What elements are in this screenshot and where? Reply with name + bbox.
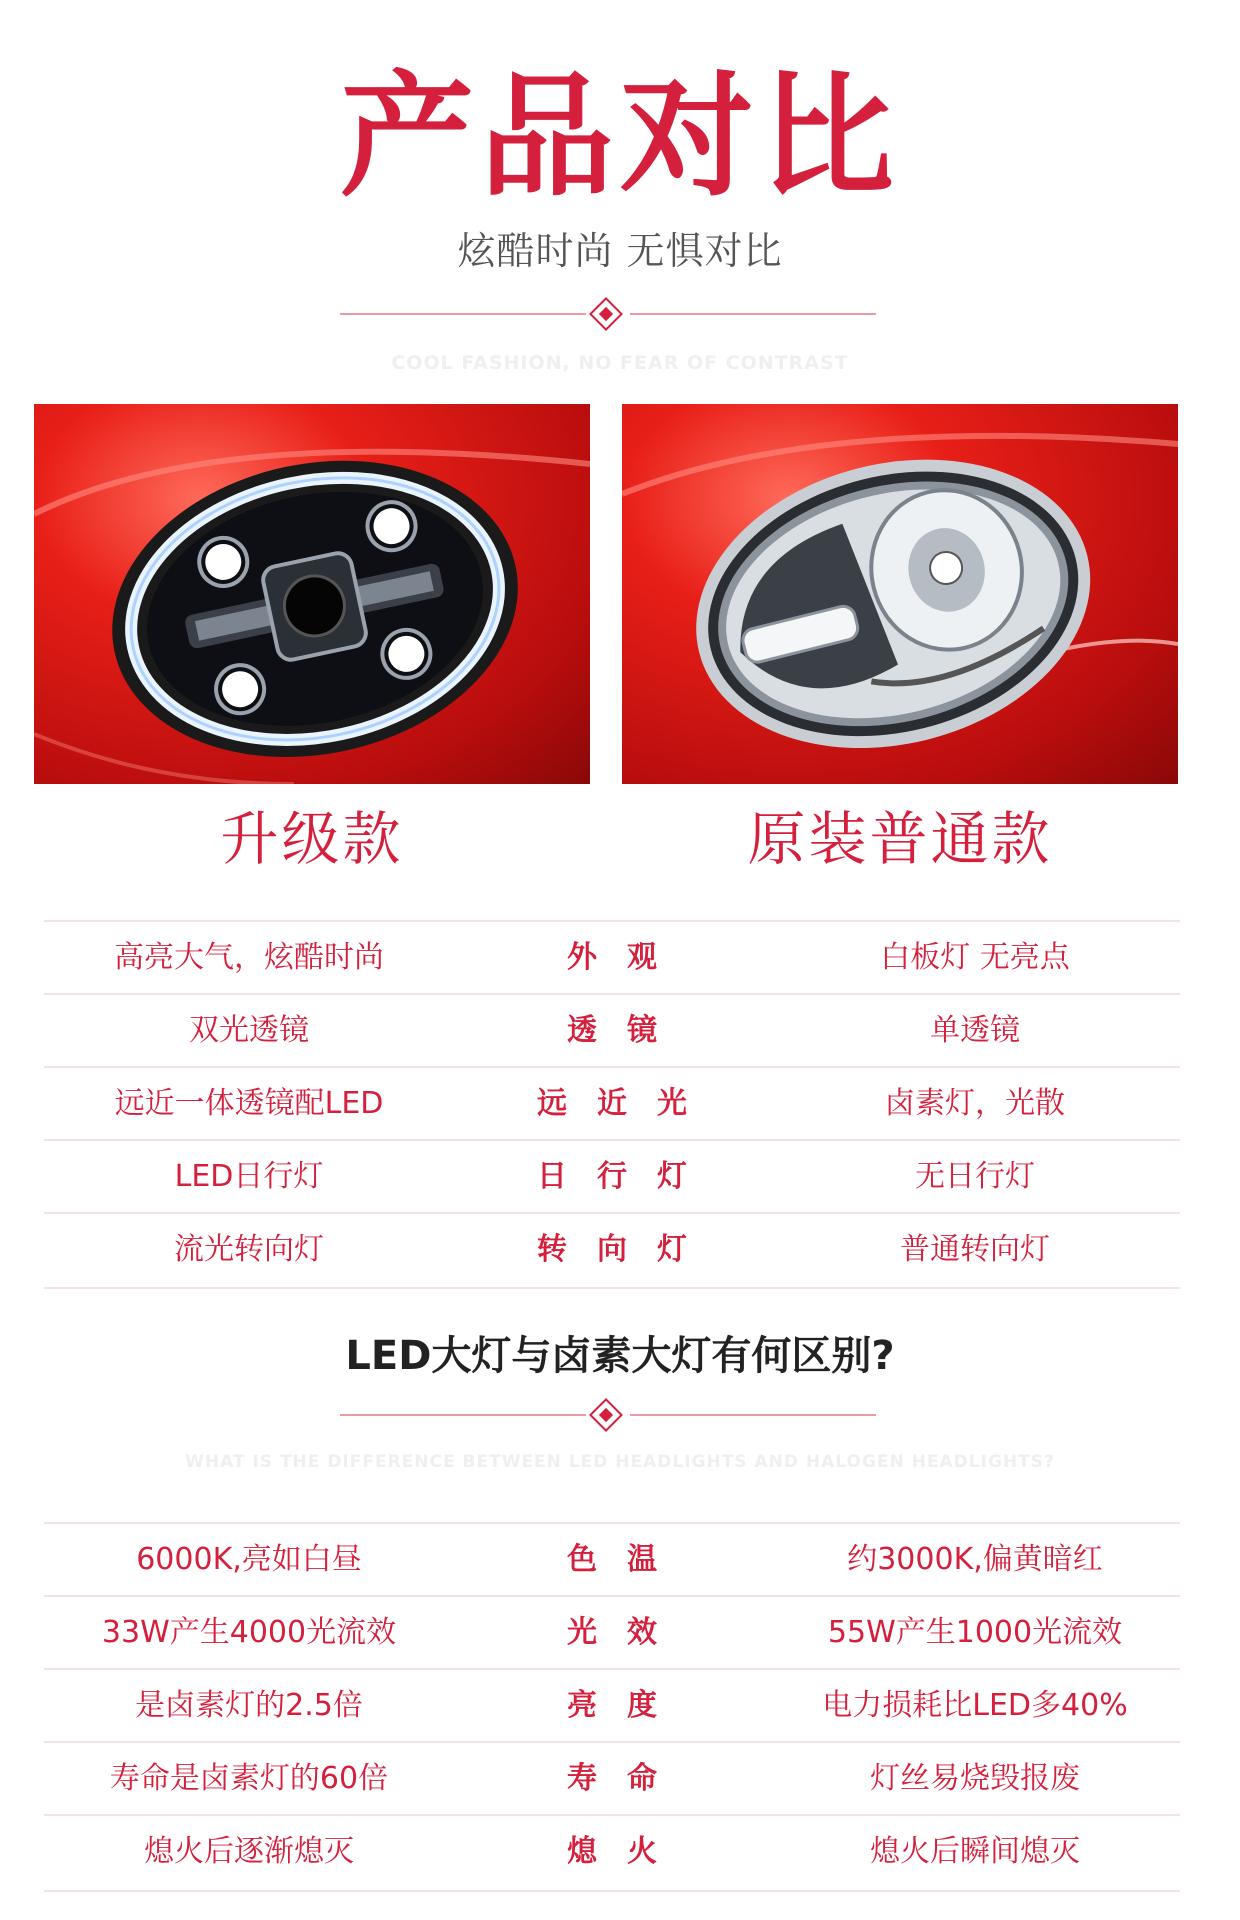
table-row [44,922,1180,995]
led-spec: 寿命是卤素灯的60倍 [109,1761,389,1796]
divider-left [340,1414,586,1416]
led-spec: 是卤素灯的2.5倍 [135,1688,363,1723]
halogen-spec: 55W产生1000光流效 [827,1615,1123,1650]
upgraded-feature: 双光透镜 [189,1013,309,1048]
feature-category: 透 镜 [567,1013,657,1048]
english-caption: WHAT IS THE DIFFERENCE BETWEEN LED HEADLIGHTS AND HALOGEN HEADLIGHTS? [185,1452,1055,1472]
diamond-ornament-icon [589,297,623,331]
upgraded-feature: 流光转向灯 [174,1232,324,1267]
halogen-spec: 电力损耗比LED多40% [822,1688,1128,1723]
upgraded-feature: 远近一体透镜配LED [114,1086,384,1121]
diamond-ornament-icon [589,1398,623,1432]
feature-category: 日 行 灯 [537,1159,687,1194]
spec-category: 亮 度 [567,1688,657,1723]
upgraded-headlight-image [34,404,590,784]
table-row [44,1816,1180,1892]
halogen-spec: 熄火后瞬间熄灭 [870,1834,1080,1869]
table-row [44,1214,1180,1289]
page-title: 产品对比 [339,59,900,215]
table-row [44,1670,1180,1743]
halogen-spec: 约3000K,偏黄暗红 [847,1542,1103,1577]
original-feature: 白板灯 无亮点 [880,940,1070,975]
table-row [44,1743,1180,1816]
spec-category: 寿 命 [567,1761,657,1796]
divider-right [630,313,876,315]
upgraded-model-label: 升级款 [220,805,404,873]
table-row [44,1068,1180,1141]
section-heading: LED大灯与卤素大灯有何区别? [345,1333,895,1379]
original-feature: 普通转向灯 [900,1232,1050,1267]
feature-category: 转 向 灯 [537,1232,687,1267]
page-subtitle: 炫酷时尚 无惧对比 [457,229,783,273]
table-row [44,1524,1180,1597]
led-spec: 33W产生4000光流效 [101,1615,397,1650]
spec-category: 熄 火 [567,1834,657,1869]
feature-category: 远 近 光 [537,1086,687,1121]
original-feature: 单透镜 [930,1013,1020,1048]
table-row [44,1597,1180,1670]
spec-category: 色 温 [567,1542,657,1577]
original-feature: 无日行灯 [915,1159,1035,1194]
original-headlight-image [622,404,1178,784]
upgraded-feature: LED日行灯 [174,1159,324,1194]
spec-category: 光 效 [567,1615,657,1650]
divider-right [630,1414,876,1416]
table-row [44,1141,1180,1214]
table-row [44,995,1180,1068]
original-model-label: 原装普通款 [747,805,1053,873]
led-spec: 6000K,亮如白昼 [136,1542,362,1577]
english-caption: COOL FASHION, NO FEAR OF CONTRAST [391,352,849,374]
divider-left [340,313,586,315]
halogen-spec: 灯丝易烧毁报废 [870,1761,1080,1796]
original-feature: 卤素灯，光散 [885,1086,1065,1121]
led-spec: 熄火后逐渐熄灭 [144,1834,354,1869]
feature-category: 外 观 [567,940,657,975]
upgraded-feature: 高亮大气，炫酷时尚 [114,940,384,975]
